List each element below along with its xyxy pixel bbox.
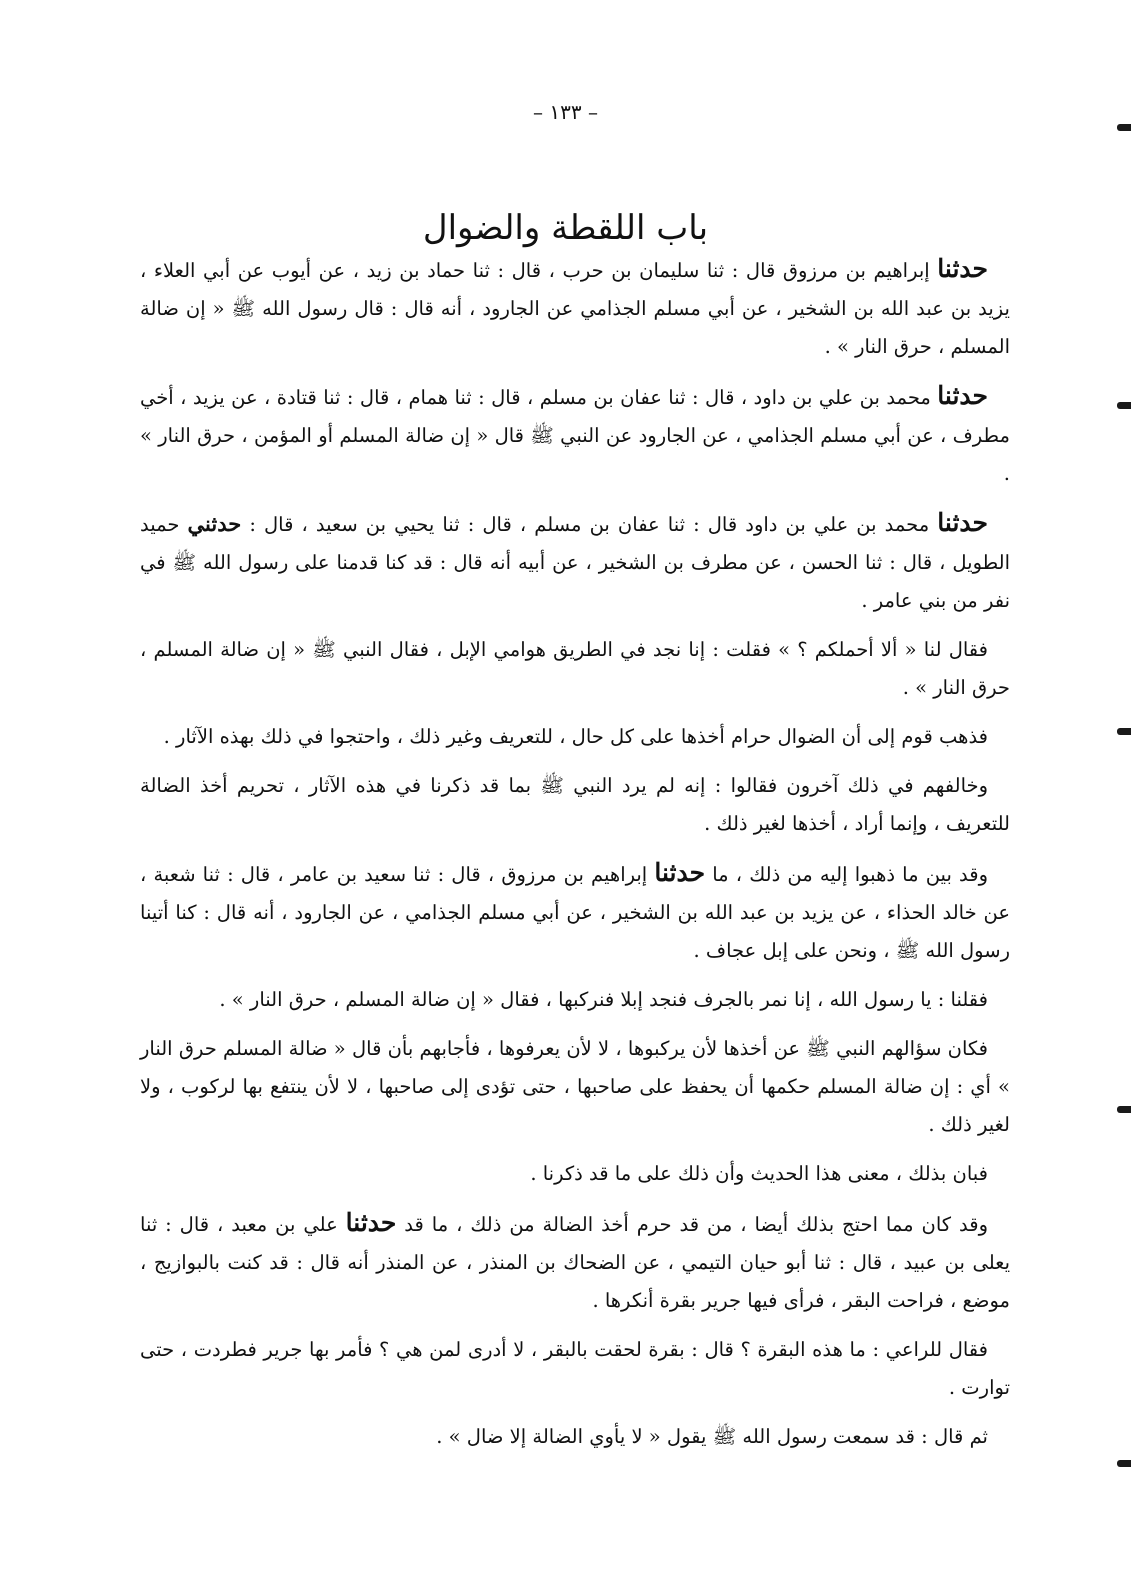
paragraph-2 — [140, 377, 1010, 493]
page-number: – ١٣٣ – — [533, 100, 598, 124]
scan-edge-mark — [1117, 124, 1131, 131]
paragraph-1 — [140, 250, 1010, 366]
paragraph-text: فكان سؤالهم النبي ﷺ عن أخذها لأن يركبوها ، لا لأن يعرفوها ، فأجابهم بأن قال « ضالة المسلم حرق النار » أي : إن ضالة المسلم حكمها أن يحفظ على صاحبها ، حتى تؤدى إلى صاحبها ، لا لأن ينتفع بها لركوب ، ولا لغير ذلك . — [140, 1037, 1010, 1136]
narration-keyword: حدثنا — [345, 1208, 397, 1237]
paragraph-text: وخالفهم في ذلك آخرون فقالوا : إنه لم يرد النبي ﷺ بما قد ذكرنا في هذه الآثار ، تحريم أخذ الضالة للتعريف ، وإنما أراد ، أخذها لغير ذلك . — [140, 774, 1010, 835]
paragraph-text: إبراهيم بن مرزوق ، قال : ثنا سعيد بن عامر ، قال : ثنا شعبة ، عن خالد الحذاء ، عن يزيد بن عبد الله بن الشخير ، عن أبي مسلم الجذامي ، عن الجارود ، أنه قال : كنا أتينا رسول الله ﷺ ، ونحن على إبل عجاف . — [140, 863, 1010, 962]
paragraph-6 — [140, 767, 1010, 843]
narration-keyword: حدثنا — [937, 254, 988, 283]
paragraph-text: فقال للراعي : ما هذه البقرة ؟ قال : بقرة لحقت بالبقر ، لا أدرى لمن هي ؟ فأمر بها جرير فطردت ، حتى توارت . — [140, 1338, 1010, 1399]
paragraph-10 — [140, 1155, 1010, 1193]
text-body — [140, 250, 1010, 1467]
paragraph-text: علي بن معبد ، قال : ثنا يعلى بن عبيد ، قال : ثنا أبو حيان التيمي ، عن الضحاك بن المنذر ، عن المنذر أنه قال : قد كنت بالبوازيج ، موضع ، فراحت البقر ، فرأى فيها جرير بقرة أنكرها . — [140, 1213, 1010, 1312]
paragraph-text: محمد بن علي بن داود ، قال : ثنا عفان بن مسلم ، قال : ثنا همام ، قال : ثنا قتادة ، عن يزيد ، أخي مطرف ، عن أبي مسلم الجذامي ، عن الجارود عن النبي ﷺ قال « إن ضالة المسلم أو المؤمن ، حرق النار » . — [140, 386, 1010, 485]
paragraph-9 — [140, 1030, 1010, 1144]
paragraph-text: فبان بذلك ، معنى هذا الحديث وأن ذلك على ما قد ذكرنا . — [530, 1162, 988, 1185]
paragraph-text: ثم قال : قد سمعت رسول الله ﷺ يقول « لا يأوي الضالة إلا ضال » . — [436, 1425, 988, 1448]
paragraph-text: فقلنا : يا رسول الله ، إنا نمر بالجرف فنجد إبلا فنركبها ، فقال « إن ضالة المسلم ، حرق النار » . — [219, 988, 988, 1011]
paragraph-8 — [140, 981, 1010, 1019]
scan-edge-mark — [1117, 1460, 1131, 1467]
paragraph-text: فذهب قوم إلى أن الضوال حرام أخذها على كل حال ، للتعريف وغير ذلك ، واحتجوا في ذلك بهذه الآثار . — [163, 725, 988, 748]
paragraph-5 — [140, 718, 1010, 756]
scan-edge-mark — [1117, 1106, 1131, 1113]
paragraph-text: فقال لنا « ألا أحملكم ؟ » فقلت : إنا نجد في الطريق هوامي الإبل ، فقال النبي ﷺ « إن ضالة المسلم ، حرق النار » . — [140, 638, 1010, 699]
paragraph-11 — [140, 1204, 1010, 1320]
narration-keyword: حدثنا — [937, 508, 988, 537]
paragraph-text: وقد بين ما ذهبوا إليه من ذلك ، ما — [705, 863, 988, 886]
chapter-title: باب اللقطة والضوال — [422, 207, 709, 248]
narration-keyword: حدثنا — [654, 858, 706, 887]
paragraph-13 — [140, 1418, 1010, 1456]
paragraph-text: محمد بن علي بن داود قال : ثنا عفان بن مسلم ، قال : ثنا يحيي بن سعيد ، قال : — [241, 513, 938, 536]
paragraph-3 — [140, 504, 1010, 620]
narration-keyword: حدثني — [187, 511, 242, 536]
scan-edge-mark — [1117, 402, 1131, 409]
paragraph-4 — [140, 631, 1010, 707]
narration-keyword: حدثنا — [937, 381, 988, 410]
paragraph-7 — [140, 854, 1010, 970]
paragraph-text: إبراهيم بن مرزوق قال : ثنا سليمان بن حرب ، قال : ثنا حماد بن زيد ، عن أيوب عن أبي العلاء ، يزيد بن عبد الله بن الشخير ، عن أبي مسلم الجذامي عن الجارود ، أنه قال : قال رسول الله ﷺ « إن ضالة المسلم ، حرق النار » . — [140, 259, 1010, 358]
paragraph-text: وقد كان مما احتج بذلك أيضا ، من قد حرم أخذ الضالة من ذلك ، ما قد — [396, 1213, 988, 1236]
scan-edge-mark — [1117, 728, 1131, 735]
paragraph-text: حميد الطويل ، قال : ثنا الحسن ، عن مطرف بن الشخير ، عن أبيه أنه قال : قد كنا قدمنا على رسول الله ﷺ في نفر من بني عامر . — [140, 513, 1010, 612]
paragraph-12 — [140, 1331, 1010, 1407]
